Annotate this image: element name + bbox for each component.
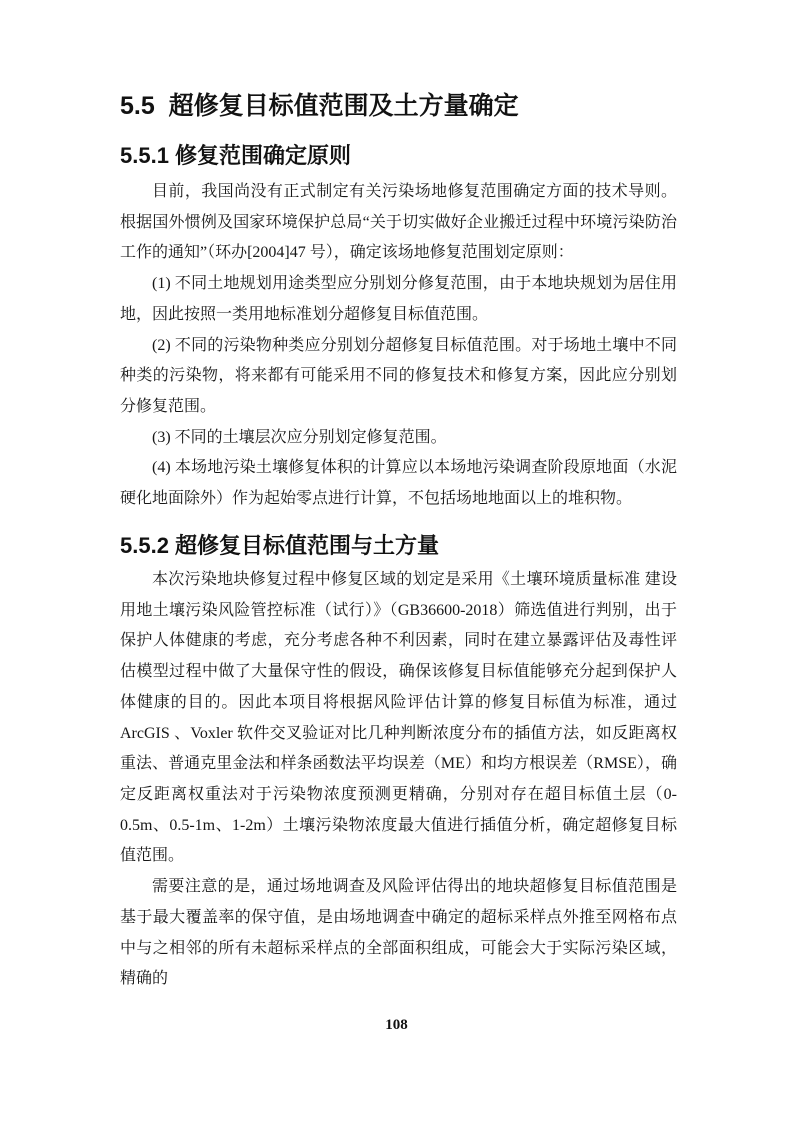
section-heading: 5.5 超修复目标值范围及土方量确定 [120,92,519,120]
para-principle-1: (1) 不同土地规划用途类型应分别划分修复范围，由于本地块规划为居住用地，因此按照一类用地标准划分超修复目标值范围。 [120,275,677,323]
subsection-1-heading: 5.5.1 修复范围确定原则 [120,142,352,168]
para-principle-2: (2) 不同的污染物种类应分别划分超修复目标值范围。对于场地土壤中不同种类的污染物，将来都有可能采用不同的修复技术和修复方案，因此应分别划分修复范围。 [120,336,677,415]
page-footer [0,1016,793,1034]
para-current-status: 目前，我国尚没有正式制定有关污染场地修复范围确定方面的技术导则。根据国外惯例及国家环境保护总局“关于切实做好企业搬迁过程中环境污染防治工作的通知”（环办[2004]47 号），确定该场地修复范围划定原则： [120,183,677,262]
para-principle-3: (3) 不同的土壤层次应分别划定修复范围。 [152,428,447,446]
para-interpolation-method: 本次污染地块修复过程中修复区域的划定是采用《土壤环境质量标准 建设用地土壤污染风险管控标准（试行）》（GB36600-2018）筛选值进行判别，出于保护人体健康的考虑，充分考虑各种不利因素，同时在建立暴露评估及毒性评估模型过程中做了大量保守性的假设，确保该修复目标值能够充分起到保护人体健康的目的。因此本项目将根据风险评估计算的修复目标值为标准，通过 ArcGIS 、Voxler 软件交叉验证对比几种判断浓度分布的插值方法，如反距离权重法、普通克里金法和样条函数法平均误差（ME）和均方根误差（RMSE），确定反距离权重法对于污染物浓度预测更精确，分别对存在超目标值土层（0-0.5m、0.5-1m、1-2m）土壤污染物浓度最大值进行插值分析，确定超修复目标值范围。 [120,571,677,865]
para-principle-4: (4) 本场地污染土壤修复体积的计算应以本场地污染调查阶段原地面（水泥硬化地面除外）作为起始零点进行计算，不包括场地地面以上的堆积物。 [120,459,677,508]
para-note-coverage: 需要注意的是，通过场地调查及风险评估得出的地块超修复目标值范围是基于最大覆盖率的保守值，是由场地调查中确定的超标采样点外推至网格布点中与之相邻的所有未超标采样点的全部面积组成，可能会大于实际污染区域，精确的 [120,878,677,988]
subsection-2-heading: 5.5.2 超修复目标值范围与土方量 [120,532,440,558]
page-number: 108 [385,1017,408,1033]
document-content [120,0,677,995]
